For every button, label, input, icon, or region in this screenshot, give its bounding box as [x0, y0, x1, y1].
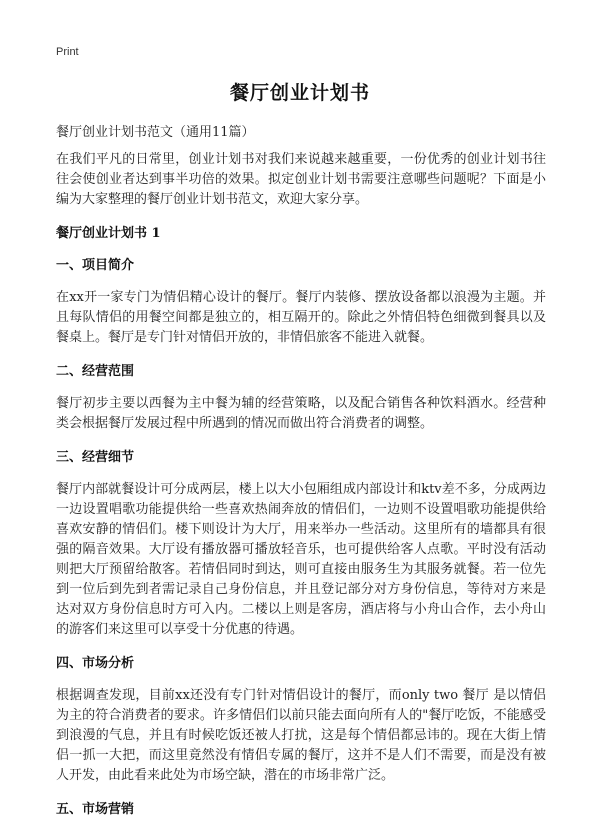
section-body-details: 餐厅内部就餐设计可分成两层，楼上以大小包厢组成内部设计和ktv差不多，分成两边一边设置唱歌功能提供给一些喜欢热闹奔放的情侣们，一边则不设置唱歌功能提供给喜欢安静的情侣们。楼下则设计为大厅，用来举办一些活动。这里所有的墙都具有很强的隔音效果。大厅设有播放器可播放轻音乐，也可提供给客人点歌。平时没有活动则把大厅预留给散客。若情侣同时到达，则可直接由服务生为其服务就餐。若一位先到一位后到先到者需记录自己身份信息，并且登记部分对方身份信息，等待对方来是达对双方身份信息时方可入内。二楼以上则是客房，酒店将与小舟山合作，去小舟山的游客们来这里可以享受十分优惠的待遇。: [56, 482, 546, 637]
section-heading-marketing: 五、市场营销: [56, 802, 135, 817]
document-body: [56, 150, 546, 832]
section-heading-details: 三、经营细节: [56, 450, 135, 465]
section-heading-overview: 一、项目简介: [56, 258, 135, 273]
print-link[interactable]: Print: [56, 46, 79, 58]
document-subtitle: 餐厅创业计划书范文（通用11篇）: [56, 125, 255, 140]
intro-paragraph: 在我们平凡的日常里，创业计划书对我们来说越来越重要，一份优秀的创业计划书往往会使创业者达到事半功倍的效果。拟定创业计划书需要注意哪些问题呢？下面是小编为大家整理的餐厅创业计划书范文，欢迎大家分享。: [56, 152, 546, 207]
section-body-market-analysis: 根据调查发现，目前xx还没有专门针对情侣设计的餐厅，而only two 餐厅 是以情侣为主的符合消费者的要求。许多情侣们以前只能去面向所有人的"餐厅吃饭，不能感受到浪漫的气息，并且有时候吃饭还被人打扰，这是每个情侣都忌讳的。现在大街上情侣一抓一大把，而这里竟然没有情侣专属的餐厅，这并不是人们不需要，而是没有被人开发，由此看来此处为市场空缺，潜在的市场非常广泛。: [56, 688, 546, 783]
section-body-scope: 餐厅初步主要以西餐为主中餐为辅的经营策略，以及配合销售各种饮料酒水。经营种类会根据餐厅发展过程中所遇到的情况而做出符合消费者的调整。: [56, 396, 546, 431]
section-heading-market-analysis: 四、市场分析: [56, 656, 135, 671]
page-title: 餐厅创业计划书: [229, 82, 370, 104]
section-heading-scope: 二、经营范围: [56, 364, 135, 379]
section-body-overview: 在xx开一家专门为情侣精心设计的餐厅。餐厅内装修、摆放设备都以浪漫为主题。并且每队情侣的用餐空间都是独立的，相互隔开的。除此之外情侣特色细微到餐具以及餐桌上。餐厅是专门针对情侣开放的，非情侣旅客不能进入就餐。: [56, 290, 546, 345]
plan-heading: 餐厅创业计划书 1: [56, 226, 161, 241]
